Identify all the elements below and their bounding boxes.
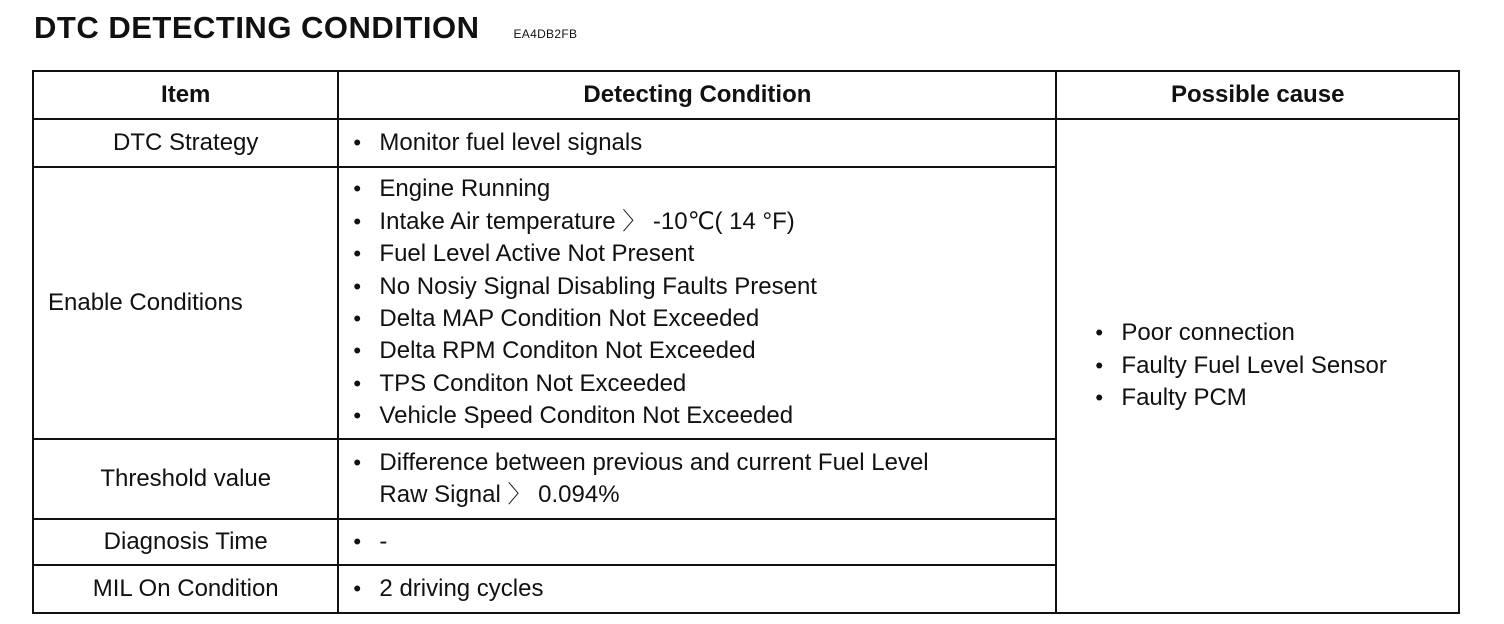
column-header-item: Item — [33, 71, 338, 119]
list-item: • Difference between previous and current Fuel Level Raw Signal 〉 0.094% — [379, 447, 975, 512]
condition-cell — [338, 167, 1056, 439]
condition-list — [339, 127, 1055, 159]
list-item: • No Nosiy Signal Disabling Faults Present — [379, 271, 1055, 303]
condition-cell — [338, 119, 1056, 167]
column-header-condition: Detecting Condition — [338, 71, 1056, 119]
list-item: • Vehicle Speed Conditon Not Exceeded — [379, 400, 1055, 432]
dtc-condition-table — [32, 70, 1460, 614]
item-cell: DTC Strategy — [33, 119, 338, 167]
list-item: • Delta MAP Condition Not Exceeded — [379, 303, 1055, 335]
document-code: EA4DB2FB — [513, 27, 578, 41]
condition-list — [339, 173, 1055, 432]
item-cell: MIL On Condition — [33, 565, 338, 613]
condition-list — [339, 526, 1055, 558]
list-item: • Intake Air temperature 〉 -10℃( 14 °F) — [379, 206, 1055, 238]
page-title: DTC DETECTING CONDITION — [34, 10, 480, 45]
list-item: • Faulty PCM — [1121, 382, 1458, 414]
page-header — [34, 10, 577, 50]
list-item: • Faulty Fuel Level Sensor — [1121, 350, 1458, 382]
possible-cause-list — [1057, 317, 1458, 414]
item-cell: Threshold value — [33, 439, 338, 519]
possible-cause-cell — [1056, 119, 1459, 613]
list-item: • Delta RPM Conditon Not Exceeded — [379, 335, 1055, 367]
list-item: • 2 driving cycles — [379, 573, 1055, 605]
item-cell: Diagnosis Time — [33, 519, 338, 565]
list-item: • TPS Conditon Not Exceeded — [379, 368, 1055, 400]
item-cell: Enable Conditions — [33, 167, 338, 439]
condition-cell — [338, 439, 1056, 519]
table-header-row — [33, 71, 1459, 119]
list-item: • Poor connection — [1121, 317, 1458, 349]
list-item: • Monitor fuel level signals — [379, 127, 1055, 159]
list-item: • - — [379, 526, 1055, 558]
table-row — [33, 119, 1459, 167]
condition-list — [339, 573, 1055, 605]
list-item: • Engine Running — [379, 173, 1055, 205]
list-item: • Fuel Level Active Not Present — [379, 238, 1055, 270]
condition-cell — [338, 565, 1056, 613]
column-header-cause: Possible cause — [1056, 71, 1459, 119]
condition-list — [339, 447, 1055, 512]
condition-cell — [338, 519, 1056, 565]
